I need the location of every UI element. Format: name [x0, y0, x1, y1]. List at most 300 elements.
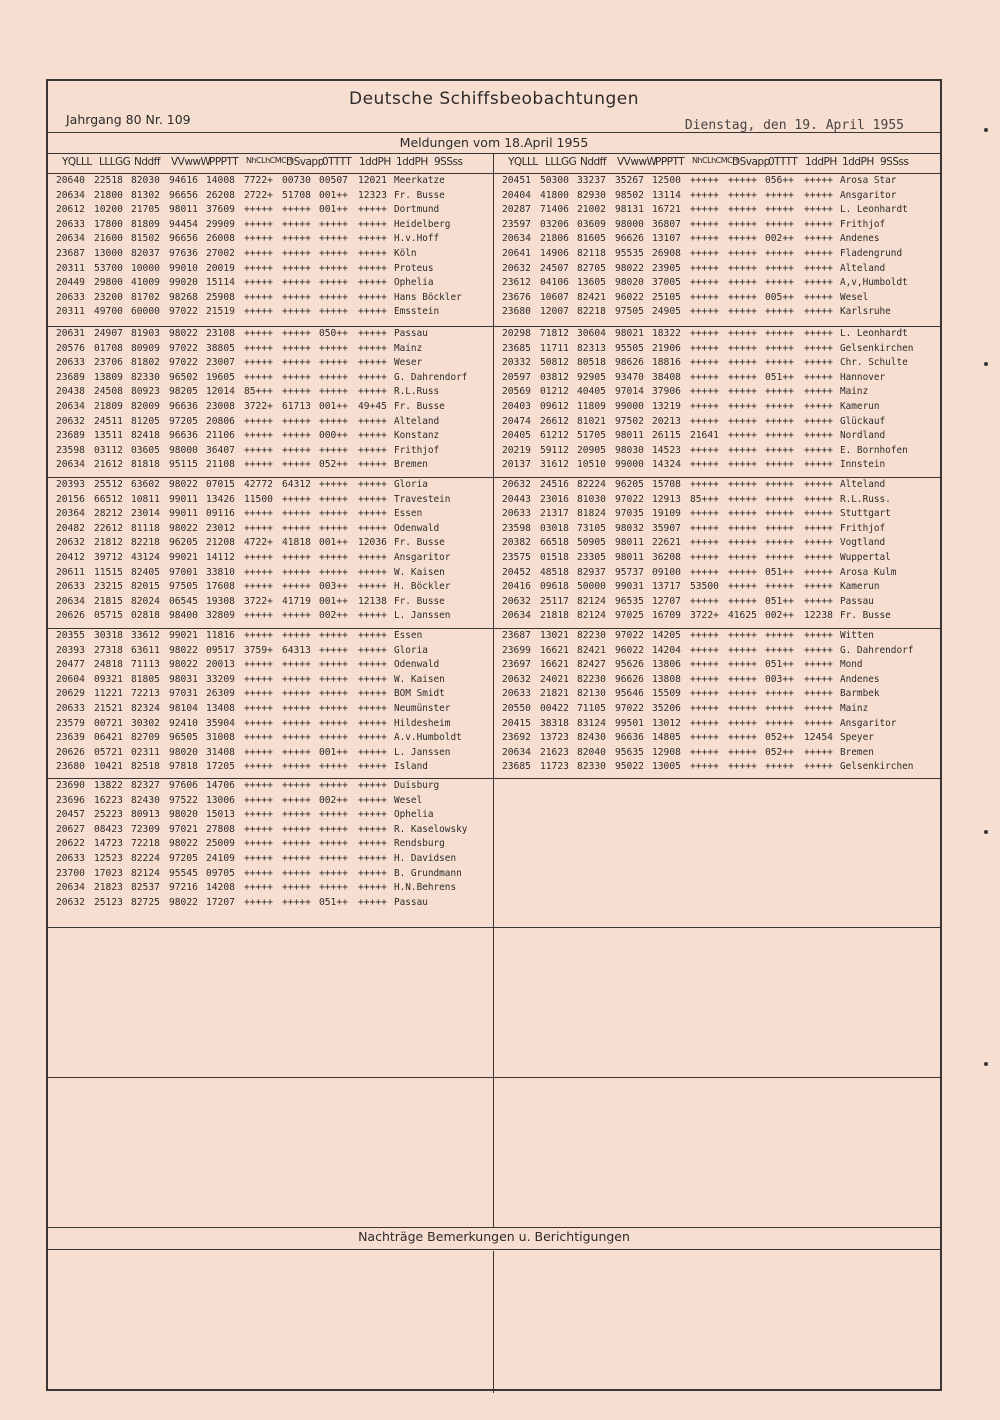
table-row — [494, 233, 934, 247]
code-cell: +++++ — [728, 248, 757, 259]
ship-name-cell: Ansgaritor — [840, 717, 897, 729]
table-row — [494, 508, 934, 522]
code-cell: +++++ — [358, 853, 387, 864]
code-cell: 13806 — [652, 659, 681, 671]
code-cell: 00730 — [282, 175, 311, 186]
header-nddff: Nddff — [134, 156, 161, 168]
ship-name-cell: Arosa Kulm — [840, 566, 897, 578]
code-cell: +++++ — [728, 415, 757, 427]
ship-name-cell: Köln — [394, 248, 417, 259]
code-cell: 23200 — [94, 291, 123, 303]
table-row — [48, 552, 488, 566]
code-cell: +++++ — [358, 896, 387, 908]
code-cell: 73105 — [577, 522, 606, 534]
code-cell: 82930 — [577, 189, 606, 201]
rule-footer-bottom — [48, 1249, 940, 1250]
code-cell: 001++ — [319, 401, 348, 412]
code-cell: 97022 — [169, 357, 198, 369]
code-cell: +++++ — [319, 703, 348, 714]
ship-name-cell: Stuttgart — [840, 508, 891, 520]
code-cell: +++++ — [282, 717, 311, 729]
ship-name-cell: Gelsenkirchen — [840, 761, 914, 773]
code-cell: +++++ — [282, 703, 311, 714]
code-cell: +++++ — [358, 746, 387, 758]
code-cell: 12138 — [358, 595, 387, 607]
ship-name-cell: Heidelberg — [394, 218, 451, 230]
code-cell: 20634 — [502, 746, 531, 758]
code-cell: +++++ — [244, 371, 273, 383]
code-cell: +++++ — [690, 566, 719, 578]
code-cell: 14723 — [94, 838, 123, 850]
code-cell: 17023 — [94, 867, 123, 879]
table-row — [494, 357, 934, 371]
code-cell: 24907 — [94, 328, 123, 339]
code-cell: 002++ — [319, 610, 348, 622]
ship-name-cell: Proteus — [394, 262, 434, 274]
code-cell: 20213 — [652, 415, 681, 427]
code-cell: +++++ — [244, 328, 273, 339]
ship-name-cell: Barmbek — [840, 688, 880, 700]
code-cell: 72218 — [131, 838, 160, 850]
code-cell: 41625 — [728, 610, 757, 622]
code-cell: 00507 — [319, 175, 348, 186]
code-cell: 97022 — [615, 703, 644, 714]
code-cell: 12021 — [358, 175, 387, 186]
code-cell: 98022 — [169, 644, 198, 656]
code-cell: 21521 — [94, 703, 123, 714]
ship-name-cell: Andenes — [840, 233, 880, 245]
code-cell: 97031 — [169, 688, 198, 700]
code-cell: +++++ — [765, 306, 794, 318]
code-cell: 3722+ — [690, 610, 719, 622]
code-cell: 12007 — [540, 306, 569, 318]
code-cell: 23012 — [206, 522, 235, 534]
ship-name-cell: Duisburg — [394, 780, 440, 791]
code-cell: 27002 — [206, 248, 235, 259]
code-cell: 21317 — [540, 508, 569, 520]
table-row — [494, 328, 934, 342]
code-cell: +++++ — [358, 430, 387, 442]
code-cell: 53500 — [690, 581, 719, 593]
code-cell: +++++ — [765, 703, 794, 714]
code-cell: 23597 — [502, 218, 531, 230]
code-cell: 63602 — [131, 479, 160, 490]
code-cell: 82537 — [131, 882, 160, 894]
code-cell: +++++ — [728, 537, 757, 549]
code-cell: 96022 — [615, 644, 644, 656]
ship-name-cell: Bremen — [840, 746, 874, 758]
ship-name-cell: Essen — [394, 508, 423, 520]
code-cell: 20156 — [56, 493, 85, 505]
code-cell: +++++ — [244, 248, 273, 259]
code-cell: 33612 — [131, 630, 160, 641]
header-clouds: NhCLhCMCH — [692, 156, 738, 165]
code-cell: +++++ — [804, 401, 833, 412]
ship-name-cell: Gloria — [394, 479, 428, 490]
code-cell: 24021 — [540, 673, 569, 685]
code-cell: 82224 — [577, 479, 606, 490]
code-cell: 81030 — [577, 493, 606, 505]
code-cell: 82313 — [577, 342, 606, 354]
code-cell: +++++ — [728, 371, 757, 383]
code-cell: +++++ — [690, 508, 719, 520]
code-cell: +++++ — [728, 233, 757, 245]
table-row — [48, 175, 488, 189]
code-cell: 35907 — [652, 522, 681, 534]
code-cell: 051++ — [765, 659, 794, 671]
code-cell: 64313 — [282, 644, 311, 656]
code-cell: 23687 — [502, 630, 531, 641]
code-cell: 98020 — [169, 809, 198, 821]
code-cell: 20634 — [56, 401, 85, 412]
code-cell: 20298 — [502, 328, 531, 339]
code-cell: 96636 — [169, 430, 198, 442]
table-row — [48, 523, 488, 537]
code-cell: +++++ — [690, 204, 719, 216]
code-cell: 28212 — [94, 508, 123, 520]
code-cell: 95646 — [615, 688, 644, 700]
code-cell: 98022 — [169, 328, 198, 339]
code-cell: 81824 — [577, 508, 606, 520]
ship-name-cell: Ansgaritor — [394, 552, 451, 563]
code-cell: 20633 — [502, 508, 531, 520]
code-cell: +++++ — [804, 566, 833, 578]
code-cell: 82224 — [131, 853, 160, 864]
code-cell: +++++ — [319, 415, 348, 427]
code-cell: +++++ — [282, 444, 311, 456]
code-cell: 09705 — [206, 867, 235, 879]
code-cell: 22612 — [94, 522, 123, 534]
code-cell: 82024 — [131, 595, 160, 607]
code-cell: 98030 — [615, 444, 644, 456]
code-cell: 82418 — [131, 430, 160, 442]
code-cell: +++++ — [690, 175, 719, 186]
code-cell: 26908 — [652, 248, 681, 259]
code-cell: +++++ — [728, 444, 757, 456]
code-cell: 82430 — [131, 794, 160, 806]
ship-name-cell: Odenwald — [394, 522, 440, 534]
code-cell: +++++ — [728, 189, 757, 201]
code-cell: 14204 — [652, 644, 681, 656]
code-cell: 00422 — [540, 703, 569, 714]
code-cell: +++++ — [690, 328, 719, 339]
code-cell: +++++ — [728, 644, 757, 656]
code-cell: 97022 — [615, 493, 644, 505]
code-cell: 21906 — [652, 342, 681, 354]
code-cell: +++++ — [765, 688, 794, 700]
ship-name-cell: Dortmund — [394, 204, 440, 216]
code-cell: 20806 — [206, 415, 235, 427]
code-cell: +++++ — [319, 780, 348, 791]
code-cell: +++++ — [728, 659, 757, 671]
code-cell: 92905 — [577, 371, 606, 383]
code-cell: 20393 — [56, 644, 85, 656]
code-cell: 97606 — [169, 780, 198, 791]
code-cell: 97502 — [615, 415, 644, 427]
code-cell: +++++ — [765, 415, 794, 427]
code-cell: +++++ — [804, 328, 833, 339]
ship-name-cell: Frithjof — [394, 444, 440, 456]
code-cell: 97025 — [615, 610, 644, 622]
code-cell: 23579 — [56, 717, 85, 729]
code-cell: +++++ — [244, 291, 273, 303]
code-cell: +++++ — [690, 630, 719, 641]
code-cell: 20905 — [577, 444, 606, 456]
code-cell: 99011 — [169, 493, 198, 505]
table-row — [494, 688, 934, 702]
code-cell: +++++ — [804, 522, 833, 534]
code-cell: +++++ — [690, 522, 719, 534]
code-cell: 30318 — [94, 630, 123, 641]
table-row — [48, 747, 488, 761]
code-cell: +++++ — [282, 780, 311, 791]
code-cell: 23697 — [502, 659, 531, 671]
code-cell: 13114 — [652, 189, 681, 201]
ship-name-cell: Alteland — [840, 479, 886, 490]
table-row — [494, 190, 934, 204]
code-cell: 13605 — [577, 277, 606, 289]
code-cell: 12707 — [652, 595, 681, 607]
ship-name-cell: Meerkatze — [394, 175, 445, 186]
code-cell: 18322 — [652, 328, 681, 339]
code-cell: 23690 — [56, 780, 85, 791]
code-cell: 99010 — [169, 262, 198, 274]
code-cell: 005++ — [765, 291, 794, 303]
code-cell: 16223 — [94, 794, 123, 806]
code-cell: 81702 — [131, 291, 160, 303]
code-cell: +++++ — [244, 342, 273, 354]
code-cell: 001++ — [319, 537, 348, 549]
code-cell: 82430 — [577, 732, 606, 744]
code-cell: 85+++ — [690, 493, 719, 505]
code-cell: 42772 — [244, 479, 273, 490]
code-cell: 21705 — [131, 204, 160, 216]
code-cell: +++++ — [282, 328, 311, 339]
code-cell: +++++ — [244, 233, 273, 245]
ship-name-cell: Neumünster — [394, 703, 451, 714]
table-row — [48, 204, 488, 218]
table-row — [48, 853, 488, 867]
code-cell: 08423 — [94, 823, 123, 835]
header-yqlll: YQLLL — [508, 156, 538, 168]
code-cell: 82218 — [131, 537, 160, 549]
code-cell: +++++ — [319, 371, 348, 383]
code-cell: +++++ — [804, 248, 833, 259]
code-cell: 051++ — [765, 566, 794, 578]
code-cell: 25908 — [206, 291, 235, 303]
table-row — [494, 401, 934, 415]
code-cell: +++++ — [244, 218, 273, 230]
code-cell: 23575 — [502, 552, 531, 563]
code-cell: +++++ — [728, 595, 757, 607]
code-cell: +++++ — [728, 357, 757, 369]
code-cell: 11221 — [94, 688, 123, 700]
rule-footer-top — [48, 1227, 940, 1228]
ship-name-cell: Alteland — [394, 415, 440, 427]
code-cell: 12014 — [206, 386, 235, 398]
code-cell: +++++ — [765, 248, 794, 259]
code-cell: 99031 — [615, 581, 644, 593]
code-cell: +++++ — [690, 371, 719, 383]
punch-hole-dot-1 — [984, 128, 988, 132]
code-cell: 24905 — [652, 306, 681, 318]
code-cell: 23598 — [56, 444, 85, 456]
header-1ddph-a: 1ddPH — [805, 156, 837, 168]
code-cell: 21806 — [540, 233, 569, 245]
table-row — [48, 343, 488, 357]
punch-hole-dot-2 — [984, 362, 988, 366]
code-cell: +++++ — [319, 277, 348, 289]
code-cell: 81805 — [131, 673, 160, 685]
code-cell: 20634 — [56, 595, 85, 607]
code-cell: 97522 — [169, 794, 198, 806]
ship-name-cell: G. Dahrendorf — [394, 371, 468, 383]
ship-name-cell: Kamerun — [840, 581, 880, 593]
code-cell: +++++ — [244, 673, 273, 685]
code-cell: 20451 — [502, 175, 531, 186]
ship-name-cell: Nordland — [840, 430, 886, 442]
ship-name-cell: Bremen — [394, 459, 428, 471]
code-cell: +++++ — [358, 610, 387, 622]
report-sheet — [46, 79, 942, 1391]
code-cell: 17800 — [94, 218, 123, 230]
code-cell: 09612 — [540, 401, 569, 412]
code-cell: 21106 — [206, 430, 235, 442]
code-cell: 53700 — [94, 262, 123, 274]
code-cell: 25009 — [206, 838, 235, 850]
code-cell: 22621 — [652, 537, 681, 549]
ship-name-cell: Hildesheim — [394, 717, 451, 729]
code-cell: 001++ — [319, 204, 348, 216]
code-cell: 23014 — [131, 508, 160, 520]
code-cell: 23016 — [540, 493, 569, 505]
code-cell: +++++ — [690, 703, 719, 714]
code-cell: +++++ — [358, 342, 387, 354]
code-cell: 82037 — [131, 248, 160, 259]
code-cell: +++++ — [244, 761, 273, 773]
code-cell: 05721 — [94, 746, 123, 758]
code-cell: +++++ — [282, 823, 311, 835]
code-cell: 95505 — [615, 342, 644, 354]
code-cell: 39712 — [94, 552, 123, 563]
code-cell: 20355 — [56, 630, 85, 641]
ship-name-cell: H. Böckler — [394, 581, 451, 593]
table-row — [48, 630, 488, 644]
header-1ddph-a: 1ddPH — [359, 156, 391, 168]
ship-name-cell: A,v,Humboldt — [840, 277, 908, 289]
code-cell: 11711 — [540, 342, 569, 354]
code-cell: 03018 — [540, 522, 569, 534]
code-cell: 3722+ — [244, 401, 273, 412]
ship-name-cell: Odenwald — [394, 659, 440, 671]
ship-name-cell: H. Davidsen — [394, 853, 457, 864]
code-cell: 14706 — [206, 780, 235, 791]
table-row — [494, 277, 934, 291]
table-row — [494, 567, 934, 581]
column-divider-footer — [493, 1251, 494, 1393]
table-row — [494, 718, 934, 732]
table-row — [494, 596, 934, 610]
code-cell: +++++ — [728, 703, 757, 714]
code-cell: +++++ — [282, 838, 311, 850]
code-cell: +++++ — [244, 867, 273, 879]
code-cell: +++++ — [319, 659, 348, 671]
code-cell: +++++ — [319, 761, 348, 773]
code-cell: +++++ — [358, 415, 387, 427]
code-cell: 19109 — [652, 508, 681, 520]
ship-name-cell: Speyer — [840, 732, 874, 744]
code-cell: 30604 — [577, 328, 606, 339]
code-cell: 20633 — [56, 291, 85, 303]
code-cell: 09517 — [206, 644, 235, 656]
code-cell: 20416 — [502, 581, 531, 593]
code-cell: 23687 — [56, 248, 85, 259]
code-cell: 3759+ — [244, 644, 273, 656]
code-cell: 81205 — [131, 415, 160, 427]
code-cell: 20457 — [56, 809, 85, 821]
code-cell: +++++ — [728, 459, 757, 471]
code-cell: 30302 — [131, 717, 160, 729]
code-cell: 38318 — [540, 717, 569, 729]
code-cell: 09116 — [206, 508, 235, 520]
code-cell: +++++ — [358, 328, 387, 339]
code-cell: +++++ — [244, 262, 273, 274]
code-cell: 21821 — [540, 688, 569, 700]
code-cell: +++++ — [244, 717, 273, 729]
code-cell: 23108 — [206, 328, 235, 339]
code-cell: +++++ — [690, 717, 719, 729]
code-cell: 21809 — [94, 401, 123, 412]
table-row — [494, 552, 934, 566]
ship-name-cell: Passau — [394, 328, 428, 339]
code-cell: +++++ — [358, 732, 387, 744]
code-cell: +++++ — [765, 479, 794, 490]
code-cell: +++++ — [728, 218, 757, 230]
code-cell: 99021 — [169, 630, 198, 641]
code-cell: 23305 — [577, 552, 606, 563]
table-row — [48, 596, 488, 610]
code-cell: 98022 — [169, 896, 198, 908]
ship-name-cell: A.v.Humboldt — [394, 732, 462, 744]
code-cell: +++++ — [804, 746, 833, 758]
code-cell: +++++ — [244, 459, 273, 471]
code-cell: 20019 — [206, 262, 235, 274]
code-cell: 63611 — [131, 644, 160, 656]
code-cell: 12323 — [358, 189, 387, 201]
code-cell: 17608 — [206, 581, 235, 593]
code-cell: +++++ — [728, 342, 757, 354]
code-cell: 23008 — [206, 401, 235, 412]
ship-name-cell: Fr. Busse — [840, 610, 891, 622]
code-cell: +++++ — [358, 479, 387, 490]
code-cell: 23680 — [56, 761, 85, 773]
table-row — [48, 688, 488, 702]
code-cell: 33810 — [206, 566, 235, 578]
header-1ddph-b: 1ddPH — [396, 156, 428, 168]
code-cell: +++++ — [244, 277, 273, 289]
table-row — [48, 277, 488, 291]
code-cell: 33237 — [577, 175, 606, 186]
code-cell: 98022 — [169, 522, 198, 534]
code-cell: 002++ — [765, 233, 794, 245]
code-cell: 23639 — [56, 732, 85, 744]
code-cell: +++++ — [804, 386, 833, 398]
code-cell: 20611 — [56, 566, 85, 578]
code-cell: 18816 — [652, 357, 681, 369]
code-cell: 24516 — [540, 479, 569, 490]
code-cell: +++++ — [728, 306, 757, 318]
code-cell: 23700 — [56, 867, 85, 879]
